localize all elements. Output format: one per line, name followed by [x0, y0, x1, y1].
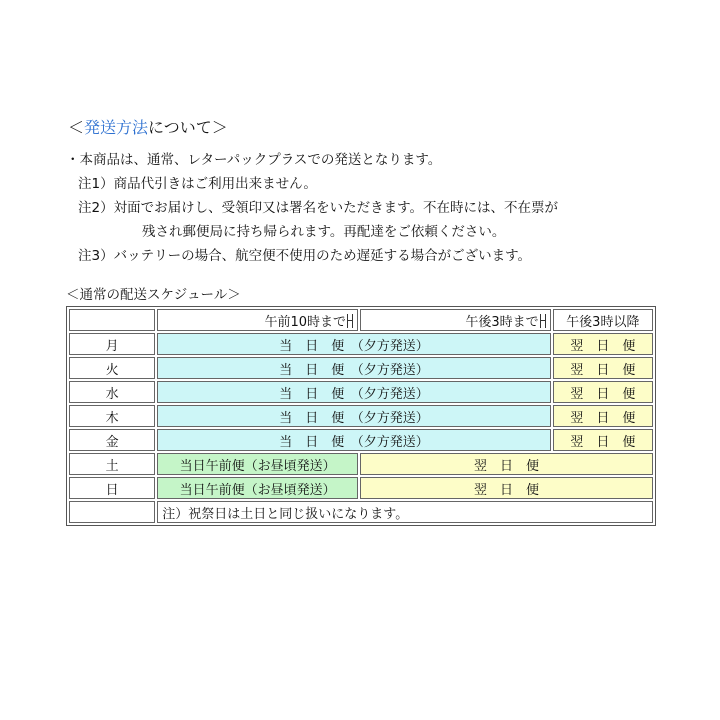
table-row — [69, 453, 653, 475]
table-row — [69, 333, 653, 355]
header-empty-cell — [69, 309, 155, 331]
table-row — [69, 357, 653, 379]
morning-cell: 当日午前便（お昼頃発送） — [157, 477, 358, 499]
day-cell: 木 — [69, 405, 155, 427]
day-cell: 水 — [69, 381, 155, 403]
delivery-schedule-table — [66, 306, 656, 526]
shipping-notes — [66, 148, 558, 268]
table-row — [69, 429, 653, 451]
table-footnote-row — [69, 501, 653, 523]
same-day-cell: 当 日 便 （夕方発送） — [157, 381, 550, 403]
cutoff-marker-icon — [540, 314, 546, 328]
next-day-cell: 翌 日 便 — [360, 477, 653, 499]
table-row — [69, 405, 653, 427]
note-line: 残され郵便局に持ち帰られます。再配達をご依頼ください。 — [142, 224, 506, 240]
day-cell: 日 — [69, 477, 155, 499]
note-line: ・本商品は、通常、レターパックプラスでの発送となります。 — [66, 152, 442, 168]
holiday-footnote: 注）祝祭日は土日と同じ扱いになります。 — [157, 501, 653, 523]
table-header-row — [69, 309, 653, 331]
heading-accent: 発送方法 — [84, 118, 149, 137]
next-day-cell: 翌 日 便 — [553, 333, 653, 355]
day-cell: 金 — [69, 429, 155, 451]
next-day-cell: 翌 日 便 — [553, 429, 653, 451]
same-day-cell: 当 日 便 （夕方発送） — [157, 333, 550, 355]
day-cell: 火 — [69, 357, 155, 379]
same-day-cell: 当 日 便 （夕方発送） — [157, 405, 550, 427]
header-cell: 午前10時まで — [157, 309, 358, 331]
table-row — [69, 381, 653, 403]
heading-rest: について＞ — [148, 118, 228, 137]
same-day-cell: 当 日 便 （夕方発送） — [157, 357, 550, 379]
note-line: 注3）バッテリーの場合、航空便不使用のため遅延する場合がございます。 — [78, 248, 532, 264]
header-cell: 午後3時以降 — [553, 309, 653, 331]
next-day-cell: 翌 日 便 — [553, 357, 653, 379]
next-day-cell: 翌 日 便 — [553, 381, 653, 403]
heading-bracket: ＜ — [68, 118, 85, 137]
note-line: 注2）対面でお届けし、受領印又は署名をいただきます。不在時には、不在票が — [78, 200, 559, 216]
next-day-cell: 翌 日 便 — [360, 453, 653, 475]
day-cell: 月 — [69, 333, 155, 355]
same-day-cell: 当 日 便 （夕方発送） — [157, 429, 550, 451]
schedule-title: ＜通常の配送スケジュール＞ — [66, 287, 241, 303]
table-row — [69, 477, 653, 499]
note-line: 注1）商品代引きはご利用出来ません。 — [78, 176, 317, 192]
section-heading — [68, 118, 228, 138]
morning-cell: 当日午前便（お昼頃発送） — [157, 453, 358, 475]
day-cell: 土 — [69, 453, 155, 475]
cutoff-marker-icon — [347, 314, 353, 328]
header-cell: 午後3時まで — [360, 309, 551, 331]
next-day-cell: 翌 日 便 — [553, 405, 653, 427]
footnote-empty-cell — [69, 501, 155, 523]
